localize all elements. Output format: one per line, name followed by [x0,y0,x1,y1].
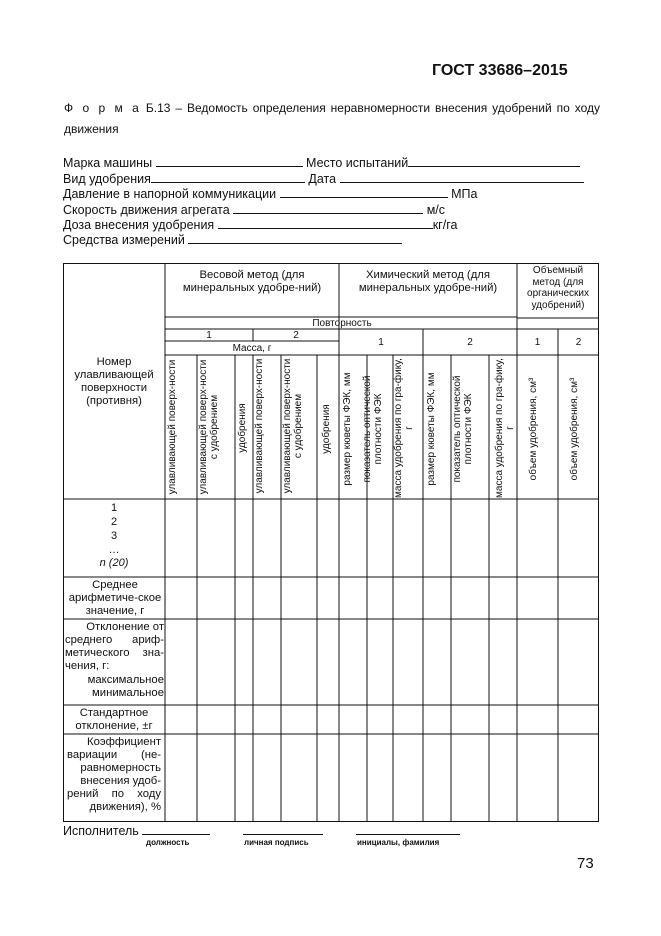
row-coef-5: рений по ходу [67,788,161,800]
row-num-1: 1 [110,502,118,514]
weight-rep2: 2 [293,330,299,341]
field-fert-line[interactable] [151,171,305,183]
field-means-label: Средства измерений [63,233,185,247]
col-vol1: объем удобрения, см³ [528,377,539,481]
vol-method-header: Объемный метод (для органических удобрений) [527,265,589,311]
row-coef-6: движения), % [89,801,161,813]
row-dev-line1: Отклонение от [86,621,164,633]
col-vol2: объем удобрения, см³ [569,377,580,481]
row-coef-4: внесения удоб- [80,775,161,787]
col-weight-tray-fert1: улавливающей поверх-ности с удобрением [198,359,220,495]
field-dose-row [63,217,457,232]
col-chem-optical2: показатель оптической плотности ФЭК [452,375,474,483]
form-title [64,98,600,140]
position-line[interactable] [142,823,210,835]
row-dev-line2: среднего ариф- [65,634,164,646]
col-chem-mass2: масса удобрения по гра-фику, г [494,358,516,498]
row-num-ellipsis: … [108,544,120,556]
field-speed-row [63,202,445,217]
initials-line[interactable] [356,823,460,835]
signature-row [63,823,460,838]
data-table [63,263,599,822]
row-num-3: 3 [110,530,118,542]
col-chem-cuvette2: размер кюветы ФЭК, мм [426,372,437,486]
row-coef-3: равномерность [80,762,161,774]
field-machine-label: Марка машины [63,156,153,170]
field-means-row [63,232,402,247]
row-coef-2: вариации (не- [67,749,161,761]
form-title-text: Б.13 – Ведомость определения неравномерности внесения удобрений по ходу движения [64,101,600,136]
executor-label: Исполнитель [63,824,139,838]
row-dev-min: минимальное [92,687,164,699]
chem-rep2: 2 [467,337,473,348]
vol-rep2: 2 [575,337,582,348]
field-dose-label: Доза внесения удобрения [63,218,215,232]
page-number: 73 [577,855,594,872]
repeat-header: Повторность [312,318,372,329]
field-dose-unit: кг/га [432,218,458,232]
vol-rep1: 1 [534,337,541,348]
col-surface-header: Номер улавливающей поверхности (противня) [74,356,154,407]
field-pressure-label: Давление в напорной коммуникации [63,187,277,201]
field-date-line[interactable] [340,171,584,183]
form-label: Ф о р м а [64,101,141,115]
row-coef-1: Коэффициент [86,736,161,748]
field-means-line[interactable] [188,232,402,244]
field-pressure-row [63,186,477,201]
field-pressure-line[interactable] [280,186,448,198]
field-speed-label: Скорость движения агрегата [63,203,230,217]
field-pressure-unit: МПа [451,187,478,201]
caption-signature: личная подпись [244,838,309,847]
signature-line[interactable] [243,823,323,835]
chem-method-header: Химический метод (для минеральных удобре-ний) [358,269,498,294]
row-num-2: 2 [110,516,118,528]
col-weight-fert1: удобрения [237,403,248,453]
row-std: Стандартное отклонение, ±г [75,707,153,732]
field-date-label: Дата [308,172,337,186]
row-dev-max: максимальное [87,674,164,686]
row-mean: Среднее арифметиче-ское значение, г [68,579,162,617]
chem-rep1: 1 [378,337,384,348]
field-fert-label: Вид удобрения [63,172,151,186]
field-speed-unit: м/с [426,203,446,217]
col-chem-cuvette1: размер кюветы ФЭК, мм [342,372,353,486]
row-dev-line4: чения, г: [65,660,110,672]
mass-header: Масса, г [232,343,272,354]
field-dose-line[interactable] [218,217,433,229]
row-dev-line3: метического зна- [65,647,164,659]
col-chem-optical1: показатель оптической плотности ФЭК [362,375,384,483]
field-machine-row [63,155,580,170]
weight-method-header: Весовой метод (для минеральных удобре-ний) [182,269,322,294]
col-weight-tray-fert2: улавливающей поверх-ности с удобрением [282,358,304,494]
standard-number: ГОСТ 33686–2015 [432,62,568,79]
field-speed-line[interactable] [233,202,423,214]
caption-initials: инициалы, фамилия [357,838,440,847]
col-weight-tray2: улавливающей поверх-ности [254,358,265,494]
field-place-label: Место испытаний [306,156,409,170]
field-fert-row [63,171,584,186]
caption-position: должность [146,838,190,847]
col-weight-tray1: улавливающей поверх-ности [167,359,178,495]
col-chem-mass1: масса удобрения по гра-фику, г [393,358,415,498]
field-machine-line[interactable] [156,155,303,167]
col-weight-fert2: удобрения [321,404,332,454]
row-num-n: n (20) [99,557,129,569]
field-place-line[interactable] [408,155,580,167]
weight-rep1: 1 [206,330,212,341]
